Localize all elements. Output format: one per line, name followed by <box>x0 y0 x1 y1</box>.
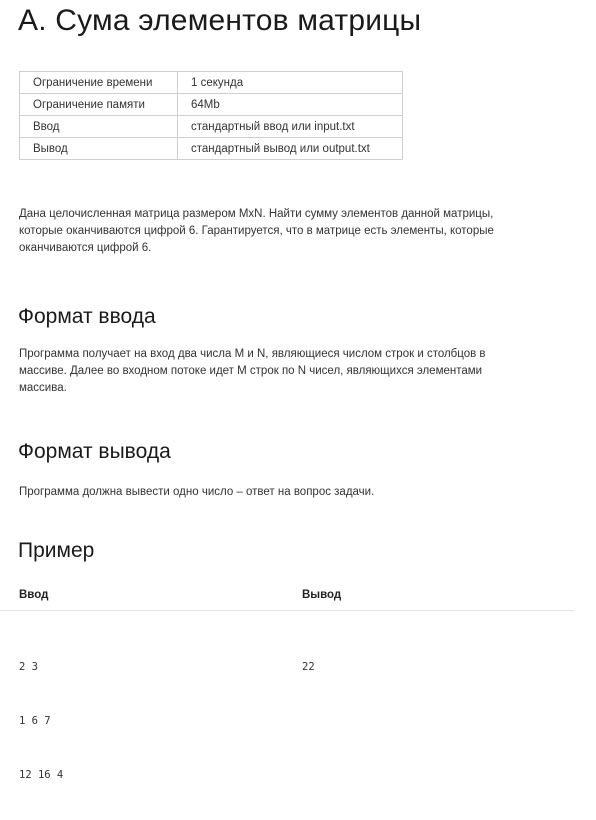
example-output-header: Вывод <box>302 589 342 601</box>
statement-line: оканчиваются цифрой 6. <box>19 242 152 254</box>
input-format-heading: Формат ввода <box>18 305 156 328</box>
example-divider <box>0 610 574 611</box>
page-title: А. Сума элементов матрицы <box>18 4 422 37</box>
limit-label: Ограничение памяти <box>20 94 178 116</box>
limit-label: Ввод <box>20 116 178 138</box>
limit-label: Вывод <box>20 138 178 160</box>
limit-value: 64Mb <box>178 94 403 116</box>
example-output <box>302 622 327 712</box>
problem-statement <box>19 206 564 257</box>
example-input <box>19 622 63 820</box>
output-format-line: Программа должна вывести одно число – ответ на вопрос задачи. <box>19 486 375 498</box>
example-input-line: 12 16 4 <box>19 769 64 781</box>
limit-value: стандартный вывод или output.txt <box>178 138 403 160</box>
input-format-text <box>19 346 564 397</box>
statement-line: Дана целочисленная матрица размером MxN. Найти сумму элементов данной матрицы, <box>19 208 494 220</box>
limit-value: 1 секунда <box>178 72 403 94</box>
limits-row-input <box>20 116 403 138</box>
limit-value: стандартный ввод или input.txt <box>178 116 403 138</box>
input-format-line: массиве. Далее во входном потоке идет M строк по N чисел, являющихся элементами <box>19 365 483 377</box>
limits-row-time <box>20 72 403 94</box>
input-format-line: Программа получает на вход два числа M и N, являющиеся числом строк и столбцов в <box>19 348 486 360</box>
example-input-line: 2 3 <box>19 661 38 673</box>
example-input-header: Ввод <box>19 589 49 601</box>
limits-row-memory <box>20 94 403 116</box>
limits-table <box>19 71 403 160</box>
output-format-heading: Формат вывода <box>18 440 171 463</box>
example-output-line: 22 <box>302 661 315 673</box>
example-input-line: 1 6 7 <box>19 715 51 727</box>
output-format-text <box>19 484 564 501</box>
limit-label: Ограничение времени <box>20 72 178 94</box>
statement-line: которые оканчиваются цифрой 6. Гарантируется, что в матрице есть элементы, которые <box>19 225 494 237</box>
limits-row-output <box>20 138 403 160</box>
input-format-line: массива. <box>19 382 67 394</box>
example-heading: Пример <box>18 539 95 562</box>
